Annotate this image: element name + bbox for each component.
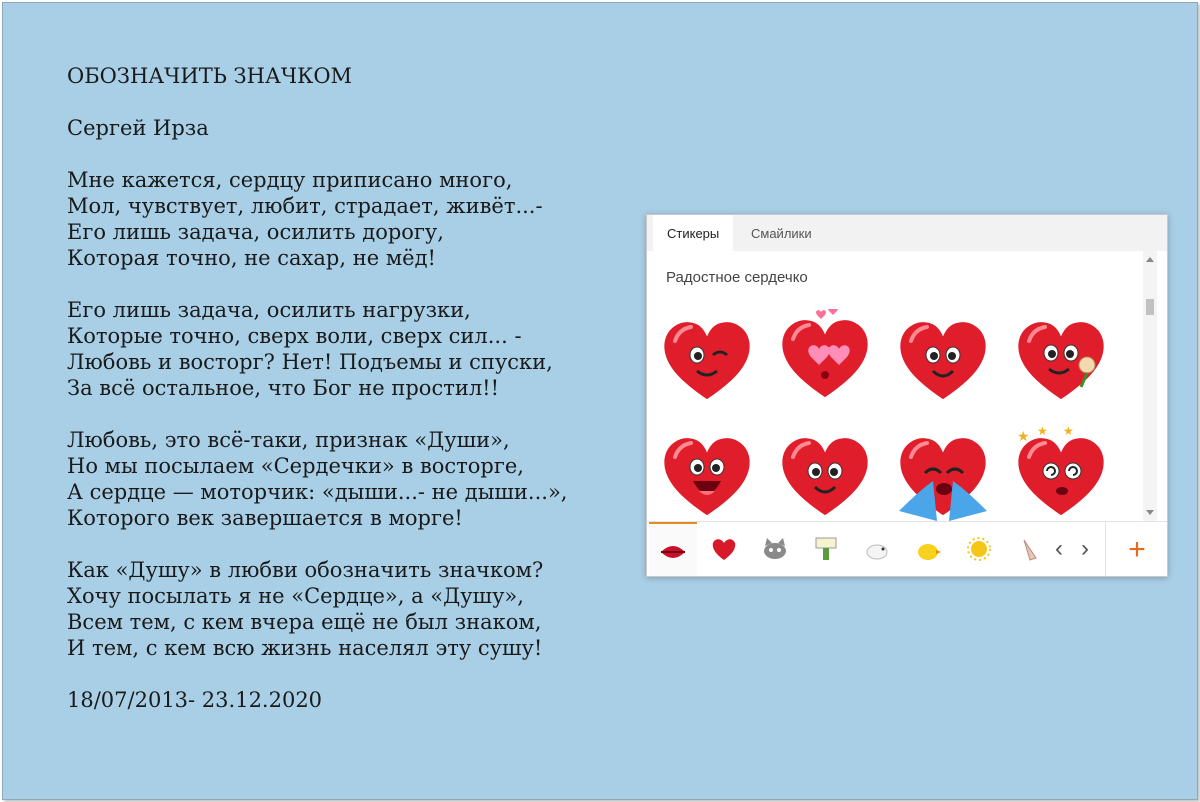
scroll-up-arrow-icon[interactable]: [1146, 257, 1154, 262]
sticker-tabs: [647, 215, 1167, 251]
poem-line: А сердце — моторчик: «дыши...- не дыши...»,: [67, 480, 568, 504]
poem-line: И тем, с кем всю жизнь населял эту сушу!: [67, 636, 543, 660]
sticker-panel: [646, 214, 1168, 577]
heart-laughing-sticker[interactable]: [653, 427, 761, 527]
svg-text:★: ★: [1063, 427, 1074, 438]
heart-in-love-sticker[interactable]: [771, 309, 879, 409]
pack-cat-icon[interactable]: [751, 522, 799, 577]
poem-line: Хочу посылать я не «Сердце», а «Душу»,: [67, 584, 524, 608]
poem-text: [67, 63, 567, 713]
pack-kiss-lips-icon[interactable]: [649, 522, 697, 577]
chevron-right-icon[interactable]: ›: [1081, 535, 1089, 562]
poem-line: Любовь и восторг? Нет! Подъемы и спуски,: [67, 350, 553, 374]
pack-cactus-sign-icon[interactable]: [802, 522, 850, 577]
heart-crying-sticker[interactable]: [889, 427, 997, 527]
add-sticker-pack-button[interactable]: +: [1105, 522, 1168, 577]
poem-line: За всё остальное, что Бог не простил!!: [67, 376, 500, 400]
sticker-pack-bar: [647, 521, 1167, 577]
svg-text:★: ★: [1037, 427, 1048, 438]
scroll-down-arrow-icon[interactable]: [1146, 510, 1154, 515]
heart-shy-sticker[interactable]: [771, 427, 879, 527]
poem-title: ОБОЗНАЧИТЬ ЗНАЧКОМ: [67, 64, 353, 88]
poem-line: Мол, чувствует, любит, страдает, живёт...-: [67, 194, 543, 218]
poem-line: Которого век завершается в морге!: [67, 506, 463, 530]
poem-line: Которая точно, не сахар, не мёд!: [67, 246, 436, 270]
sticker-grid: [647, 251, 1143, 521]
pack-yellow-chick-icon[interactable]: [904, 522, 952, 577]
poem-author: Сергей Ирза: [67, 116, 209, 140]
pack-cone-icon[interactable]: [1006, 522, 1054, 577]
pack-sun-icon[interactable]: [955, 522, 1003, 577]
scroll-thumb[interactable]: [1146, 299, 1154, 315]
poem-line: Его лишь задача, осилить дорогу,: [67, 220, 444, 244]
poem-line: Всем тем, с кем вчера ещё не был знаком,: [67, 610, 542, 634]
poem-line: Которые точно, сверх воли, сверх сил... -: [67, 324, 522, 348]
heart-open-arms-sticker[interactable]: [889, 311, 997, 411]
svg-text:★: ★: [1017, 428, 1030, 444]
poem-line: Но мы посылаем «Сердечки» в восторге,: [67, 454, 524, 478]
poem-date: 18/07/2013- 23.12.2020: [67, 688, 323, 712]
tab-stickers[interactable]: Стикеры: [653, 215, 733, 251]
poem-line: Его лишь задача, осилить нагрузки,: [67, 298, 471, 322]
pack-white-bird-icon[interactable]: [853, 522, 901, 577]
poem-page: [2, 2, 1198, 800]
poem-line: Как «Душу» в любви обозначить значком?: [67, 558, 544, 582]
poem-line: Любовь, это всё-таки, признак «Души»,: [67, 428, 510, 452]
heart-winking-sticker[interactable]: [653, 311, 761, 411]
chevron-left-icon[interactable]: ‹: [1055, 535, 1063, 562]
sticker-pack-title: Радостное сердечко: [666, 269, 808, 286]
sticker-scrollbar[interactable]: [1143, 251, 1157, 521]
heart-with-rose-sticker[interactable]: [1007, 311, 1115, 411]
poem-line: Мне кажется, сердцу приписано много,: [67, 168, 513, 192]
pack-red-heart-icon[interactable]: [700, 522, 748, 577]
heart-dizzy-stars-sticker[interactable]: [1007, 427, 1115, 527]
tab-emoji[interactable]: Смайлики: [751, 226, 812, 241]
